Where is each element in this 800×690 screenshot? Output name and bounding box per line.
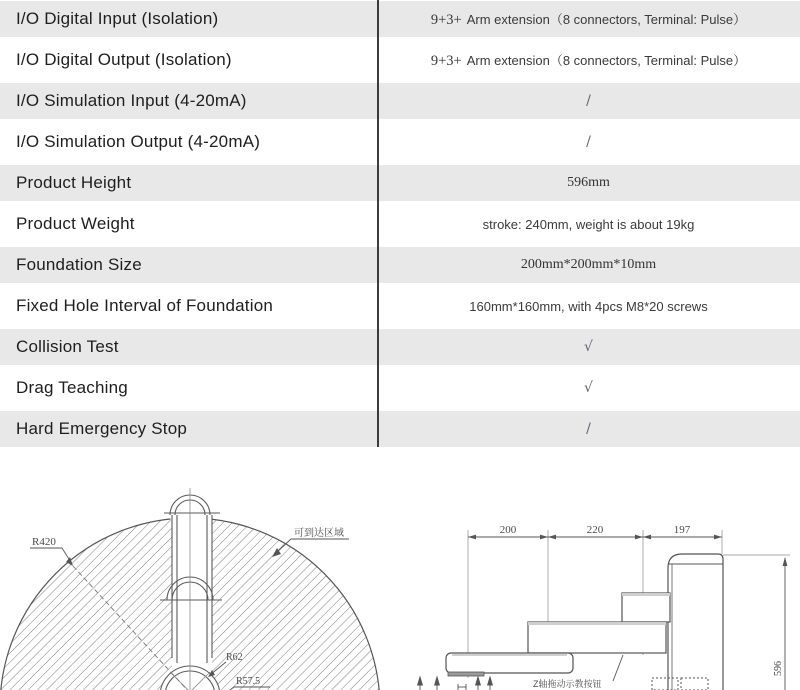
spec-row bbox=[0, 124, 800, 160]
spec-row bbox=[0, 42, 800, 78]
inner-radius-label: R62 bbox=[226, 652, 243, 663]
spec-label: Foundation Size bbox=[16, 255, 142, 274]
spec-value-text: Arm extension（8 connectors, Terminal: Pulse） bbox=[466, 53, 747, 68]
end-effector-plate bbox=[448, 672, 484, 676]
spec-value: / bbox=[586, 93, 591, 109]
spec-row bbox=[0, 370, 800, 406]
top-dimension bbox=[468, 524, 722, 539]
spec-label: Drag Teaching bbox=[16, 378, 128, 397]
robot-arms bbox=[446, 593, 670, 676]
spec-row bbox=[0, 83, 800, 119]
spec-row bbox=[0, 288, 800, 324]
spec-value-text: Arm extension（8 connectors, Terminal: Pulse） bbox=[466, 12, 747, 27]
dim-220-label: 220 bbox=[586, 524, 604, 536]
spec-value: 160mm*160mm, with 4pcs M8*20 screws bbox=[469, 298, 708, 314]
spec-value: √ bbox=[584, 339, 593, 355]
spec-label: Product Height bbox=[16, 173, 132, 192]
spec-label: Hard Emergency Stop bbox=[16, 419, 188, 438]
spec-value bbox=[377, 50, 800, 70]
spec-label: Product Weight bbox=[16, 214, 135, 233]
side-view-drawing bbox=[400, 488, 800, 690]
spec-value bbox=[377, 9, 800, 29]
spec-row bbox=[0, 1, 800, 37]
spec-value: 596mm bbox=[567, 175, 610, 190]
height-dimension bbox=[773, 557, 787, 690]
dim-200-label: 200 bbox=[499, 524, 517, 536]
inner-radius-label-2: R57.5 bbox=[236, 676, 261, 687]
spec-row bbox=[0, 206, 800, 242]
radius-label: R420 bbox=[32, 536, 56, 548]
spec-label: I/O Simulation Input (4-20mA) bbox=[16, 91, 247, 110]
spec-row bbox=[0, 329, 800, 365]
spec-row bbox=[0, 165, 800, 201]
z-axis-button-label: Z轴拖动示教按钮 bbox=[533, 679, 602, 689]
spec-value: stroke: 240mm, weight is about 19kg bbox=[482, 216, 695, 232]
spec-label: I/O Digital Output (Isolation) bbox=[16, 50, 232, 69]
radius-callout bbox=[30, 536, 73, 566]
spec-value: √ bbox=[584, 380, 593, 396]
spec-value-prefix: 9+3+ bbox=[430, 12, 462, 28]
table-column-divider bbox=[377, 0, 379, 447]
spec-row bbox=[0, 247, 800, 283]
dim-596-label: 596 bbox=[773, 661, 784, 676]
reach-area-drawing bbox=[0, 488, 400, 690]
spec-label: Fixed Hole Interval of Foundation bbox=[16, 296, 274, 315]
dim-197-label: 197 bbox=[673, 524, 691, 536]
spec-value: / bbox=[586, 134, 591, 150]
reachable-area-label: 可到达区域 bbox=[294, 528, 344, 539]
robot-base-column bbox=[668, 554, 723, 690]
spec-label: I/O Simulation Output (4-20mA) bbox=[16, 132, 261, 151]
spec-value-prefix: 9+3+ bbox=[430, 53, 462, 69]
spec-table bbox=[0, 1, 800, 452]
spec-row bbox=[0, 411, 800, 447]
bottom-dimension-marks bbox=[418, 677, 493, 690]
spec-label: Collision Test bbox=[16, 337, 119, 356]
spec-label: I/O Digital Input (Isolation) bbox=[16, 9, 219, 28]
spec-value: / bbox=[586, 421, 591, 437]
spec-value: 200mm*200mm*10mm bbox=[520, 257, 657, 272]
